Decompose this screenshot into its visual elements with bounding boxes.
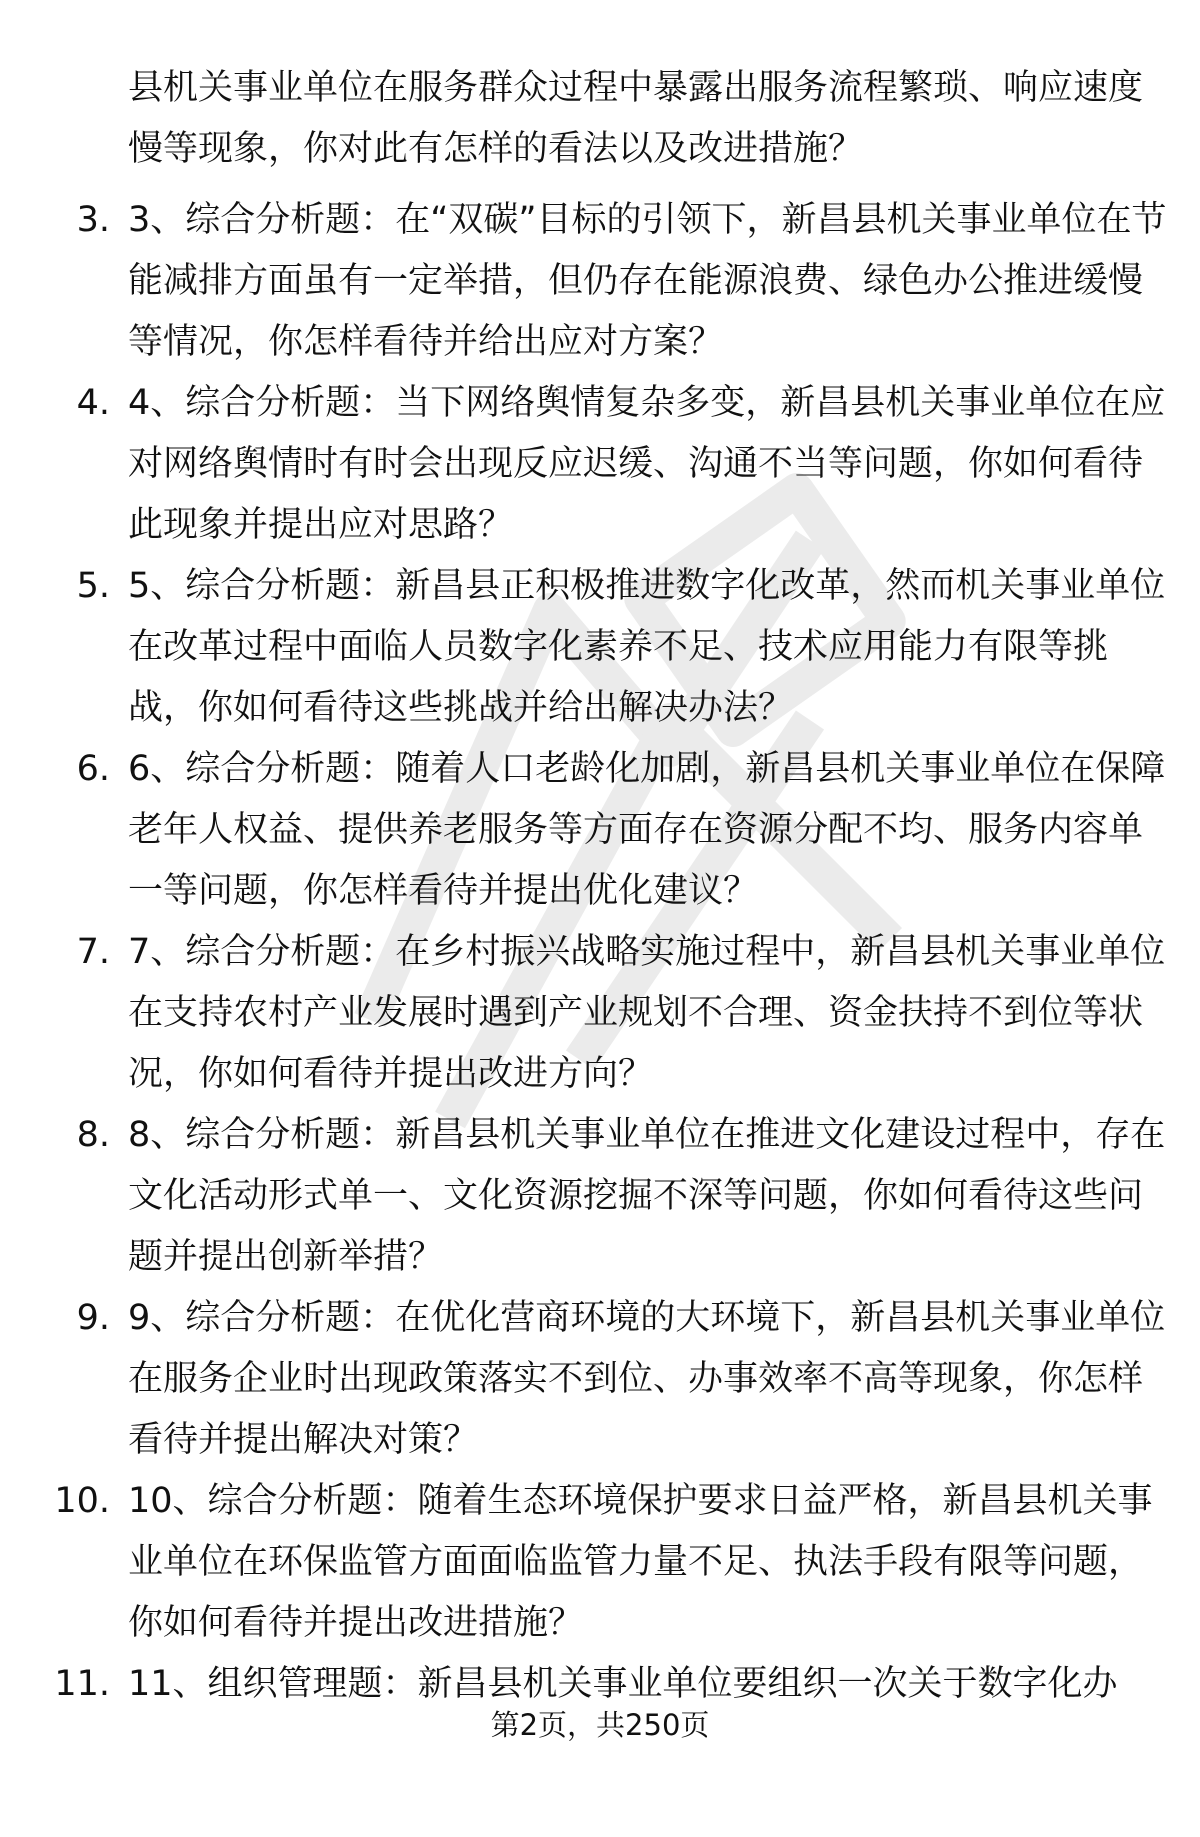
question-text: 5、综合分析题：新昌县正积极推进数字化改革，然而机关事业单位在改革过程中面临人员数字化素养不足、技术应用能力有限等挑战，你如何看待这些挑战并给出解决办法？ [128, 566, 1166, 728]
question-text: 3、综合分析题：在“双碳”目标的引领下，新昌县机关事业单位在节能减排方面虽有一定举措，但仍存在能源浪费、绿色办公推进缓慢等情况，你怎样看待并给出应对方案？ [128, 200, 1167, 362]
list-item [0, 556, 1200, 739]
question-number: 6. [76, 749, 110, 789]
list-item [0, 1471, 1200, 1654]
list-item [0, 373, 1200, 556]
list-item [0, 1105, 1200, 1288]
question-number: 7. [76, 932, 110, 972]
question-list [0, 190, 1200, 1837]
question-number: 8. [76, 1115, 110, 1155]
question-number: 11. [54, 1664, 110, 1704]
question-text: 10、综合分析题：随着生态环境保护要求日益严格，新昌县机关事业单位在环保监管方面面临监管力量不足、执法手段有限等问题，你如何看待并提出改进措施？ [128, 1481, 1153, 1643]
question-number: 3. [76, 200, 110, 240]
question-number: 5. [76, 566, 110, 606]
question-number: 10. [54, 1481, 110, 1521]
continuation-paragraph: 县机关事业单位在服务群众过程中暴露出服务流程繁琐、响应速度慢等现象，你对此有怎样的看法以及改进措施？ [128, 68, 1144, 169]
list-item [0, 1654, 1200, 1837]
question-text: 11、组织管理题：新昌县机关事业单位要组织一次关于数字化办 [128, 1664, 1118, 1704]
question-text: 6、综合分析题：随着人口老龄化加剧，新昌县机关事业单位在保障老年人权益、提供养老服务等方面存在资源分配不均、服务内容单一等问题，你怎样看待并提出优化建议？ [128, 749, 1166, 911]
question-number: 4. [76, 383, 110, 423]
list-item [0, 1288, 1200, 1471]
list-item [0, 922, 1200, 1105]
question-number: 9. [76, 1298, 110, 1338]
question-text: 7、综合分析题：在乡村振兴战略实施过程中，新昌县机关事业单位在支持农村产业发展时遇到产业规划不合理、资金扶持不到位等状况，你如何看待并提出改进方向？ [128, 932, 1166, 1094]
list-item [0, 190, 1200, 373]
page-footer: 第2页，共250页 [490, 1708, 710, 1742]
list-item [0, 739, 1200, 922]
question-text: 9、综合分析题：在优化营商环境的大环境下，新昌县机关事业单位在服务企业时出现政策落实不到位、办事效率不高等现象，你怎样看待并提出解决对策？ [128, 1298, 1166, 1460]
question-text: 8、综合分析题：新昌县机关事业单位在推进文化建设过程中，存在文化活动形式单一、文化资源挖掘不深等问题，你如何看待这些问题并提出创新举措？ [128, 1115, 1166, 1277]
question-text: 4、综合分析题：当下网络舆情复杂多变，新昌县机关事业单位在应对网络舆情时有时会出现反应迟缓、沟通不当等问题，你如何看待此现象并提出应对思路？ [128, 383, 1166, 545]
